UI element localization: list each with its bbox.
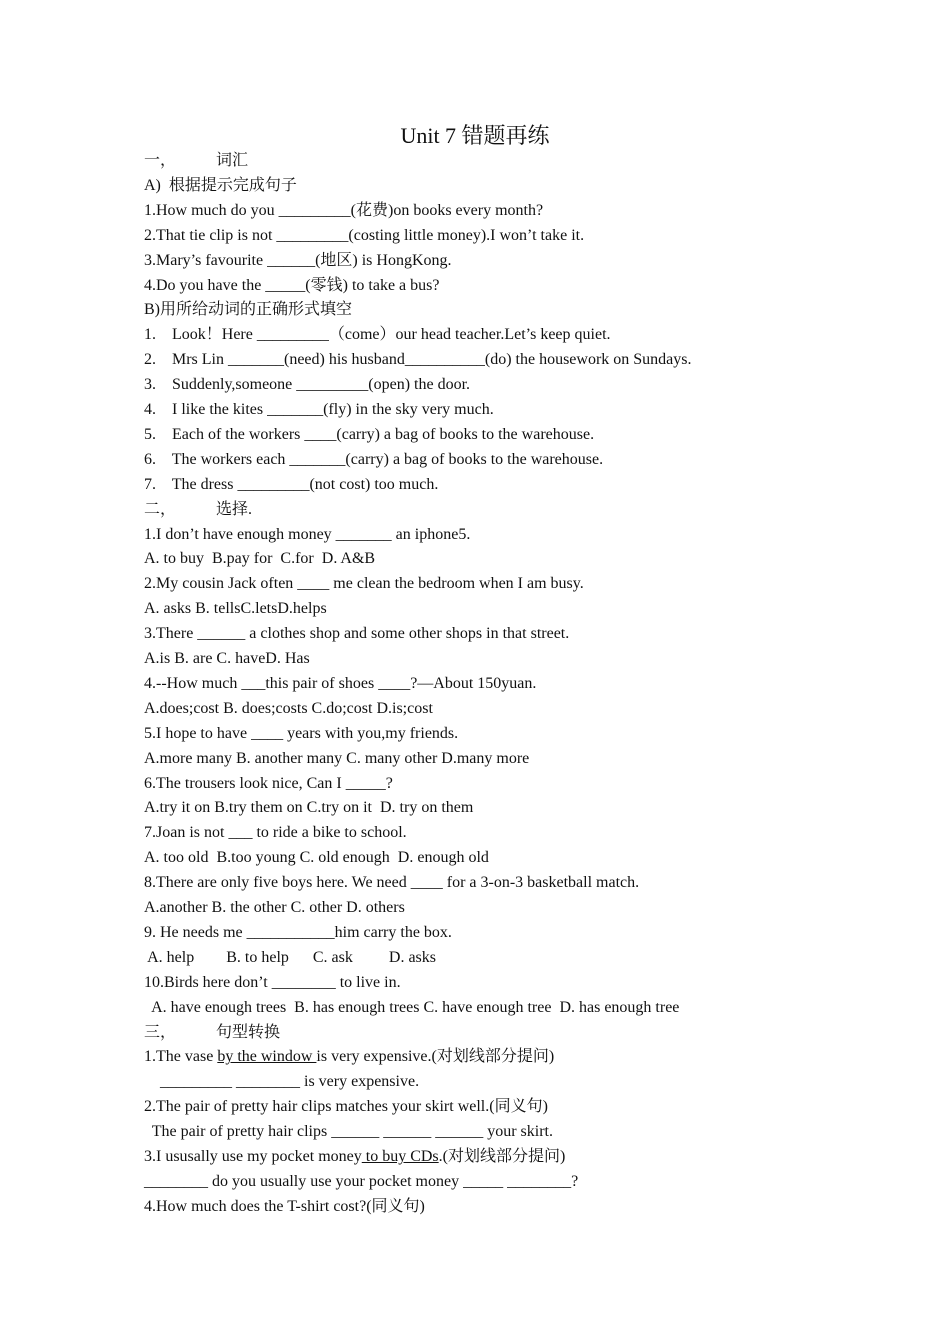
line-text: A) 根据提示完成句子: [144, 176, 297, 194]
exercise-line: [144, 251, 452, 271]
line-text: 2. Mrs Lin _______(need) his husband__________(do) the housework on Sundays.: [144, 351, 692, 369]
exercise-line: [144, 1097, 548, 1117]
line-text: A.another B. the other C. other D. others: [144, 899, 405, 916]
exercise-line: [144, 923, 452, 943]
line-text: 4.Do you have the _____(零钱) to take a bus?: [144, 276, 440, 294]
exercise-line: [144, 525, 470, 545]
exercise-line: [144, 201, 543, 221]
line-text: A. to buy B.pay for C.for D. A&B: [144, 550, 376, 568]
line-text: ________ do you usually use your pocket money _____ ________?: [144, 1172, 579, 1190]
exercise-line: [144, 1172, 578, 1192]
exercise-line: [144, 774, 393, 794]
exercise-line: [144, 898, 405, 918]
exercise-line: [144, 574, 584, 594]
line-text: B)用所给动词的正确形式填空: [144, 301, 353, 319]
exercise-line: [144, 1072, 419, 1092]
line-text: 4.How much does the T-shirt cost?(同义句): [144, 1197, 425, 1215]
exercise-line: [144, 375, 470, 395]
line-text: 1.How much do you _________(花费)on books every month?: [144, 201, 544, 219]
exercise-line: [144, 873, 639, 893]
exercise-line: [144, 1147, 565, 1167]
exercise-line: [144, 500, 252, 520]
line-text: 3. Suddenly,someone _________(open) the door.: [144, 376, 471, 394]
exercise-line: [144, 425, 594, 445]
line-text: 10.Birds here don’t ________ to live in.: [144, 973, 401, 991]
exercise-line: [144, 226, 584, 246]
line-text: 7. The dress _________(not cost) too much.: [144, 475, 439, 493]
line-text: 4. I like the kites _______(fly) in the sky very much.: [144, 401, 494, 418]
exercise-line: [144, 998, 679, 1018]
line-text: 8.There are only five boys here. We need ____ for a 3-on-3 basketball match.: [144, 874, 640, 892]
line-text: 3.Mary’s favourite ______(地区) is HongKong.: [144, 251, 452, 269]
exercise-line: [144, 973, 401, 993]
exercise-line: [144, 300, 352, 320]
line-text: A.try it on B.try them on C.try on it D. try on them: [144, 799, 474, 817]
exercise-line: [144, 475, 438, 495]
line-text: A. help B. to help C. ask D. asks: [144, 948, 436, 966]
exercise-line: [144, 624, 569, 644]
exercise-line: [144, 724, 458, 744]
exercise-line: [144, 823, 407, 843]
exercise-line: [144, 176, 297, 196]
exercise-line: [144, 1197, 425, 1217]
line-text: 5.I hope to have ____ years with you,my friends.: [144, 724, 459, 742]
line-text: 3.There ______ a clothes shop and some other shops in that street.: [144, 625, 570, 643]
exercise-line: [144, 276, 440, 296]
line-text: 2.The pair of pretty hair clips matches your skirt well.(同义句): [144, 1098, 548, 1116]
line-text: 5. Each of the workers ____(carry) a bag of books to the warehouse.: [144, 425, 595, 443]
line-text: 2.That tie clip is not _________(costing little money).I won’t take it.: [144, 226, 585, 244]
page-title: Unit 7 错题再练: [400, 123, 550, 148]
line-text: 9. He needs me ___________him carry the box.: [144, 923, 452, 941]
line-text: 1.The vase: [144, 1048, 218, 1066]
line-text: 4.--How much ___this pair of shoes ____?—About 150yuan.: [144, 674, 537, 692]
line-text-after: is very expensive.(对划线部分提问): [316, 1048, 555, 1066]
exercise-line: [144, 699, 433, 719]
line-text: A. have enough trees B. has enough trees C. have enough tree D. has enough tree: [144, 998, 680, 1016]
line-text: 1. Look！Here _________（come）our head teacher.Let’s keep quiet.: [144, 326, 611, 344]
underlined-text: to buy CDs: [361, 1148, 439, 1165]
exercise-line: [144, 151, 248, 171]
exercise-line: [144, 674, 536, 694]
exercise-line: [144, 649, 310, 669]
underlined-text: by the window: [217, 1048, 317, 1066]
exercise-line: [144, 450, 603, 470]
line-text: 三， 句型转换: [144, 1023, 281, 1041]
line-text: A. too old B.too young C. old enough D. enough old: [144, 849, 489, 867]
line-text: A.more many B. another many C. many other D.many more: [144, 749, 530, 767]
exercise-line: [144, 400, 494, 420]
line-text: 3.I ususally use my pocket money: [144, 1148, 362, 1165]
line-text: 2.My cousin Jack often ____ me clean the bedroom when I am busy.: [144, 575, 584, 593]
line-text: A.does;cost B. does;costs C.do;cost D.is;cost: [144, 699, 433, 717]
exercise-line: [144, 549, 375, 569]
exercise-line: [144, 848, 489, 868]
line-text: A. asks B. tellsC.letsD.helps: [144, 600, 327, 618]
exercise-line: [144, 350, 692, 370]
line-text: 一， 词汇: [144, 152, 249, 169]
exercise-line: [144, 1023, 280, 1043]
exercise-line: [144, 599, 327, 619]
line-text-after: .(对划线部分提问): [438, 1148, 566, 1165]
exercise-line: [144, 798, 473, 818]
line-text: 二， 选择.: [144, 500, 253, 518]
exercise-line: [144, 749, 529, 769]
exercise-line: [144, 948, 436, 968]
line-text: 6. The workers each _______(carry) a bag of books to the warehouse.: [144, 450, 604, 468]
line-text: _________ ________ is very expensive.: [144, 1073, 420, 1091]
line-text: 7.Joan is not ___ to ride a bike to school.: [144, 824, 407, 842]
line-text: 1.I don’t have enough money _______ an iphone5.: [144, 525, 471, 543]
exercise-line: [144, 325, 611, 345]
exercise-line: [144, 1047, 554, 1067]
line-text: 6.The trousers look nice, Can I _____?: [144, 774, 393, 792]
exercise-line: [144, 1122, 553, 1142]
line-text: A.is B. are C. haveD. Has: [144, 650, 310, 667]
line-text: The pair of pretty hair clips ______ ______ ______ your skirt.: [144, 1123, 553, 1141]
